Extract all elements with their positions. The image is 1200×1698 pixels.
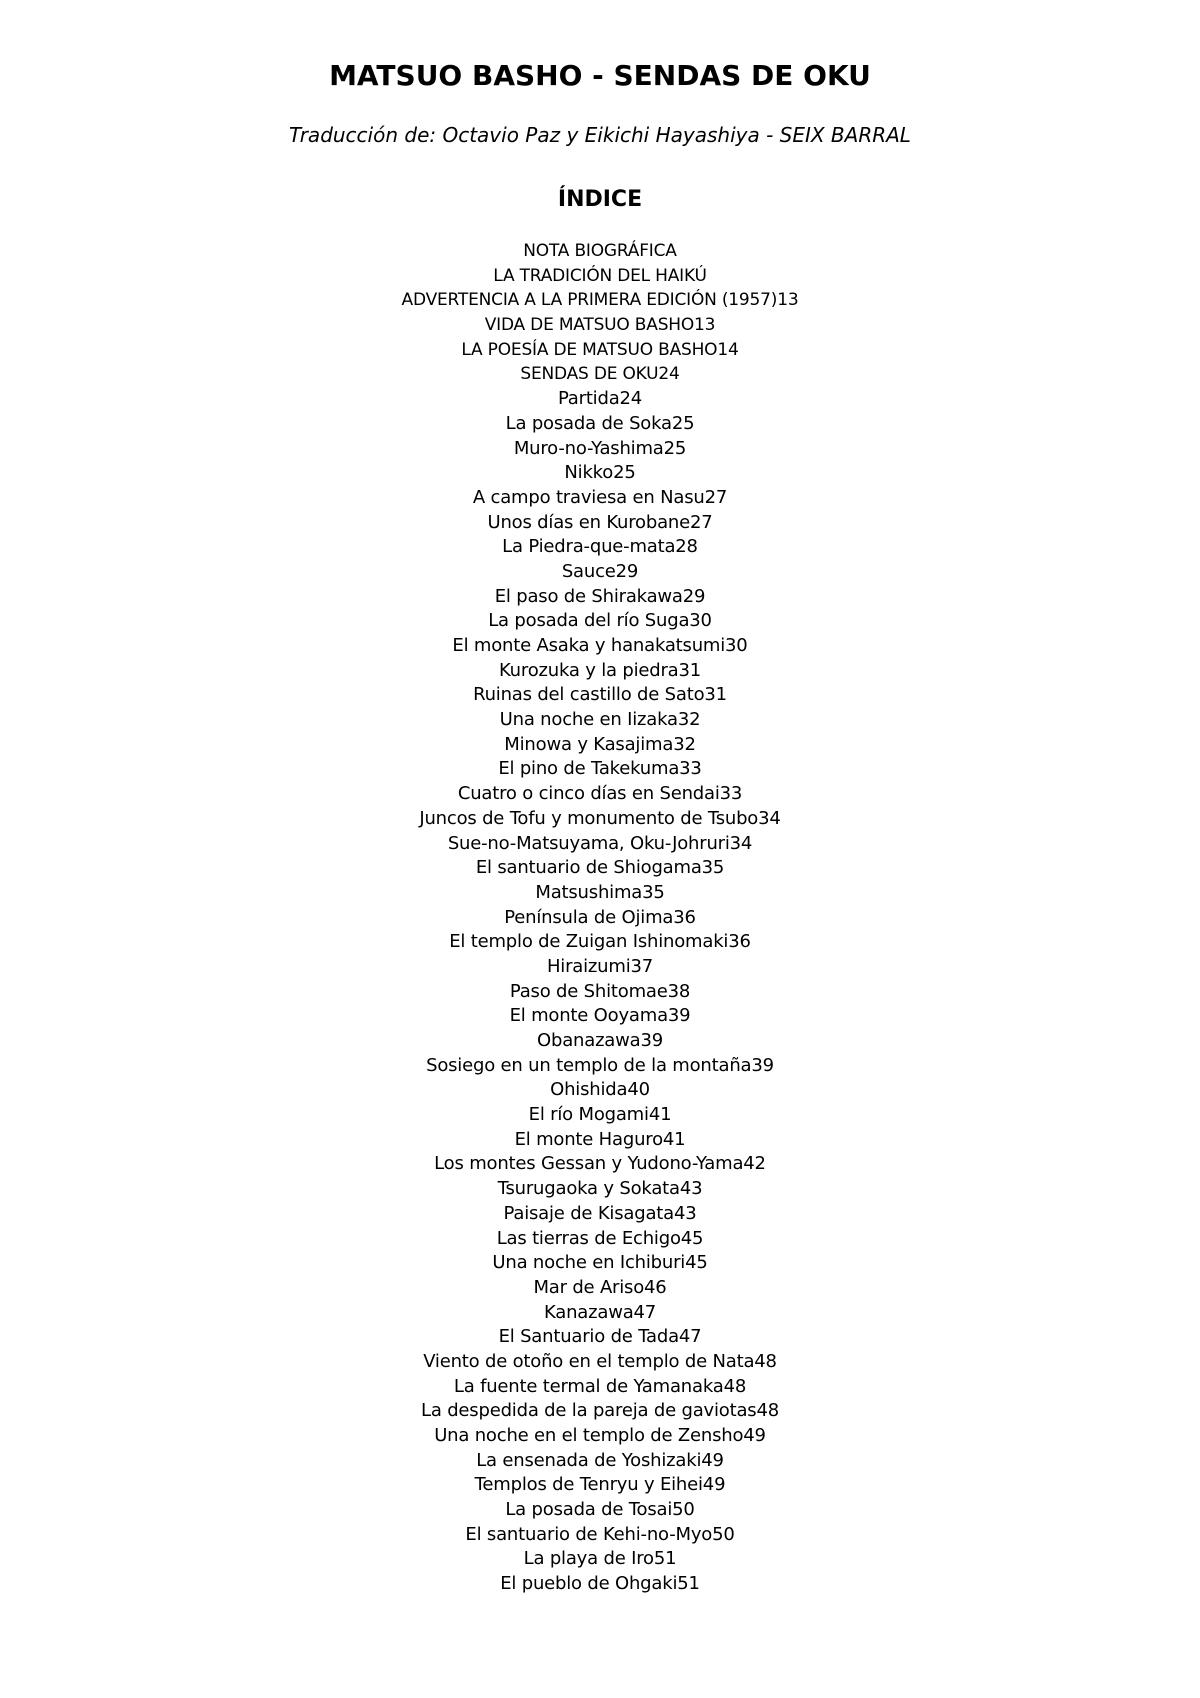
toc-entry: Ohishida40 bbox=[550, 1079, 650, 1101]
toc-entry: El paso de Shirakawa29 bbox=[494, 585, 706, 607]
document-subtitle: Traducción de: Octavio Paz y Eikichi Hayashiya - SEIX BARRAL bbox=[289, 123, 911, 147]
toc-entry: Templos de Tenryu y Eihei49 bbox=[474, 1474, 726, 1496]
toc-entry: El pino de Takekuma33 bbox=[498, 758, 702, 780]
index-heading: ÍNDICE bbox=[557, 187, 643, 212]
toc-entry: Las tierras de Echigo45 bbox=[496, 1227, 704, 1249]
toc-entry: Obanazawa39 bbox=[537, 1030, 663, 1051]
toc-entry: Sue-no-Matsuyama, Oku-Johruri34 bbox=[447, 832, 753, 854]
toc-entry: Una noche en el templo de Zensho49 bbox=[434, 1425, 766, 1446]
toc-entry: LA TRADICIÓN DEL HAIKÚ bbox=[493, 265, 707, 286]
toc-entry: Viento de otoño en el templo de Nata48 bbox=[423, 1350, 777, 1372]
toc-entry: La Piedra-que-mata28 bbox=[502, 536, 698, 558]
toc-entry: El pueblo de Ohgaki51 bbox=[500, 1573, 700, 1595]
toc-entry: Cuatro o cinco días en Sendai33 bbox=[457, 783, 743, 805]
toc-entry: La posada del río Suga30 bbox=[488, 610, 712, 632]
toc-entry: Unos días en Kurobane27 bbox=[487, 511, 713, 533]
toc-entry: El río Mogami41 bbox=[528, 1104, 672, 1126]
toc-entry: Nikko25 bbox=[564, 462, 636, 484]
toc-entry: Sosiego en un templo de la montaña39 bbox=[426, 1054, 774, 1076]
toc-entry: Sauce29 bbox=[561, 560, 639, 582]
toc-entry: Ruinas del castillo de Sato31 bbox=[473, 684, 727, 706]
document-title: MATSUO BASHO - SENDAS DE OKU bbox=[329, 59, 871, 92]
toc-entry: Matsushima35 bbox=[535, 881, 665, 903]
toc-entry: ADVERTENCIA A LA PRIMERA EDICIÓN (1957)13 bbox=[401, 290, 799, 311]
toc-entry: Juncos de Tofu y monumento de Tsubo34 bbox=[419, 807, 781, 829]
toc-entry: La playa de Iro51 bbox=[523, 1548, 677, 1570]
toc-entry: Los montes Gessan y Yudono-Yama42 bbox=[434, 1153, 766, 1175]
toc-entry: El Santuario de Tada47 bbox=[498, 1326, 702, 1348]
toc-entry: Paisaje de Kisagata43 bbox=[503, 1202, 697, 1224]
toc-entry: Paso de Shitomae38 bbox=[509, 980, 691, 1002]
toc-entry: El santuario de Shiogama35 bbox=[475, 857, 725, 879]
toc-entry: LA POESÍA DE MATSUO BASHO14 bbox=[461, 339, 739, 360]
toc-entry: Muro-no-Yashima25 bbox=[513, 437, 687, 459]
toc-entry: El santuario de Kehi-no-Myo50 bbox=[465, 1523, 735, 1545]
toc-entry: Kurozuka y la piedra31 bbox=[498, 659, 702, 681]
toc-entry: Una noche en Iizaka32 bbox=[499, 709, 701, 731]
toc-entry: La ensenada de Yoshizaki49 bbox=[476, 1449, 724, 1471]
toc-entry: A campo traviesa en Nasu27 bbox=[472, 486, 728, 508]
toc-entry: Mar de Ariso46 bbox=[533, 1276, 667, 1298]
toc-entry: Minowa y Kasajima32 bbox=[504, 733, 696, 755]
toc-entry: El templo de Zuigan Ishinomaki36 bbox=[449, 931, 751, 953]
toc-entry: La despedida de la pareja de gaviotas48 bbox=[421, 1400, 779, 1422]
toc-entry: Península de Ojima36 bbox=[504, 906, 696, 928]
toc-entry: La fuente termal de Yamanaka48 bbox=[453, 1375, 747, 1397]
toc-entry: NOTA BIOGRÁFICA bbox=[523, 241, 677, 261]
toc-entry: La posada de Soka25 bbox=[505, 412, 695, 434]
toc-entry: Kanazawa47 bbox=[543, 1301, 657, 1323]
toc-entry: La posada de Tosai50 bbox=[505, 1499, 695, 1521]
toc-entry: Una noche en Ichiburi45 bbox=[492, 1252, 708, 1274]
toc-entry: Partida24 bbox=[557, 388, 643, 410]
toc-entry: El monte Haguro41 bbox=[514, 1128, 686, 1150]
toc-entry: El monte Ooyama39 bbox=[509, 1005, 691, 1027]
table-of-contents bbox=[0, 239, 1200, 1597]
toc-entry: El monte Asaka y hanakatsumi30 bbox=[452, 635, 748, 656]
toc-entry: VIDA DE MATSUO BASHO13 bbox=[484, 315, 716, 336]
toc-entry: Hiraizumi37 bbox=[546, 955, 654, 977]
toc-entry: Tsurugaoka y Sokata43 bbox=[497, 1178, 703, 1200]
toc-entry: SENDAS DE OKU24 bbox=[520, 364, 680, 385]
